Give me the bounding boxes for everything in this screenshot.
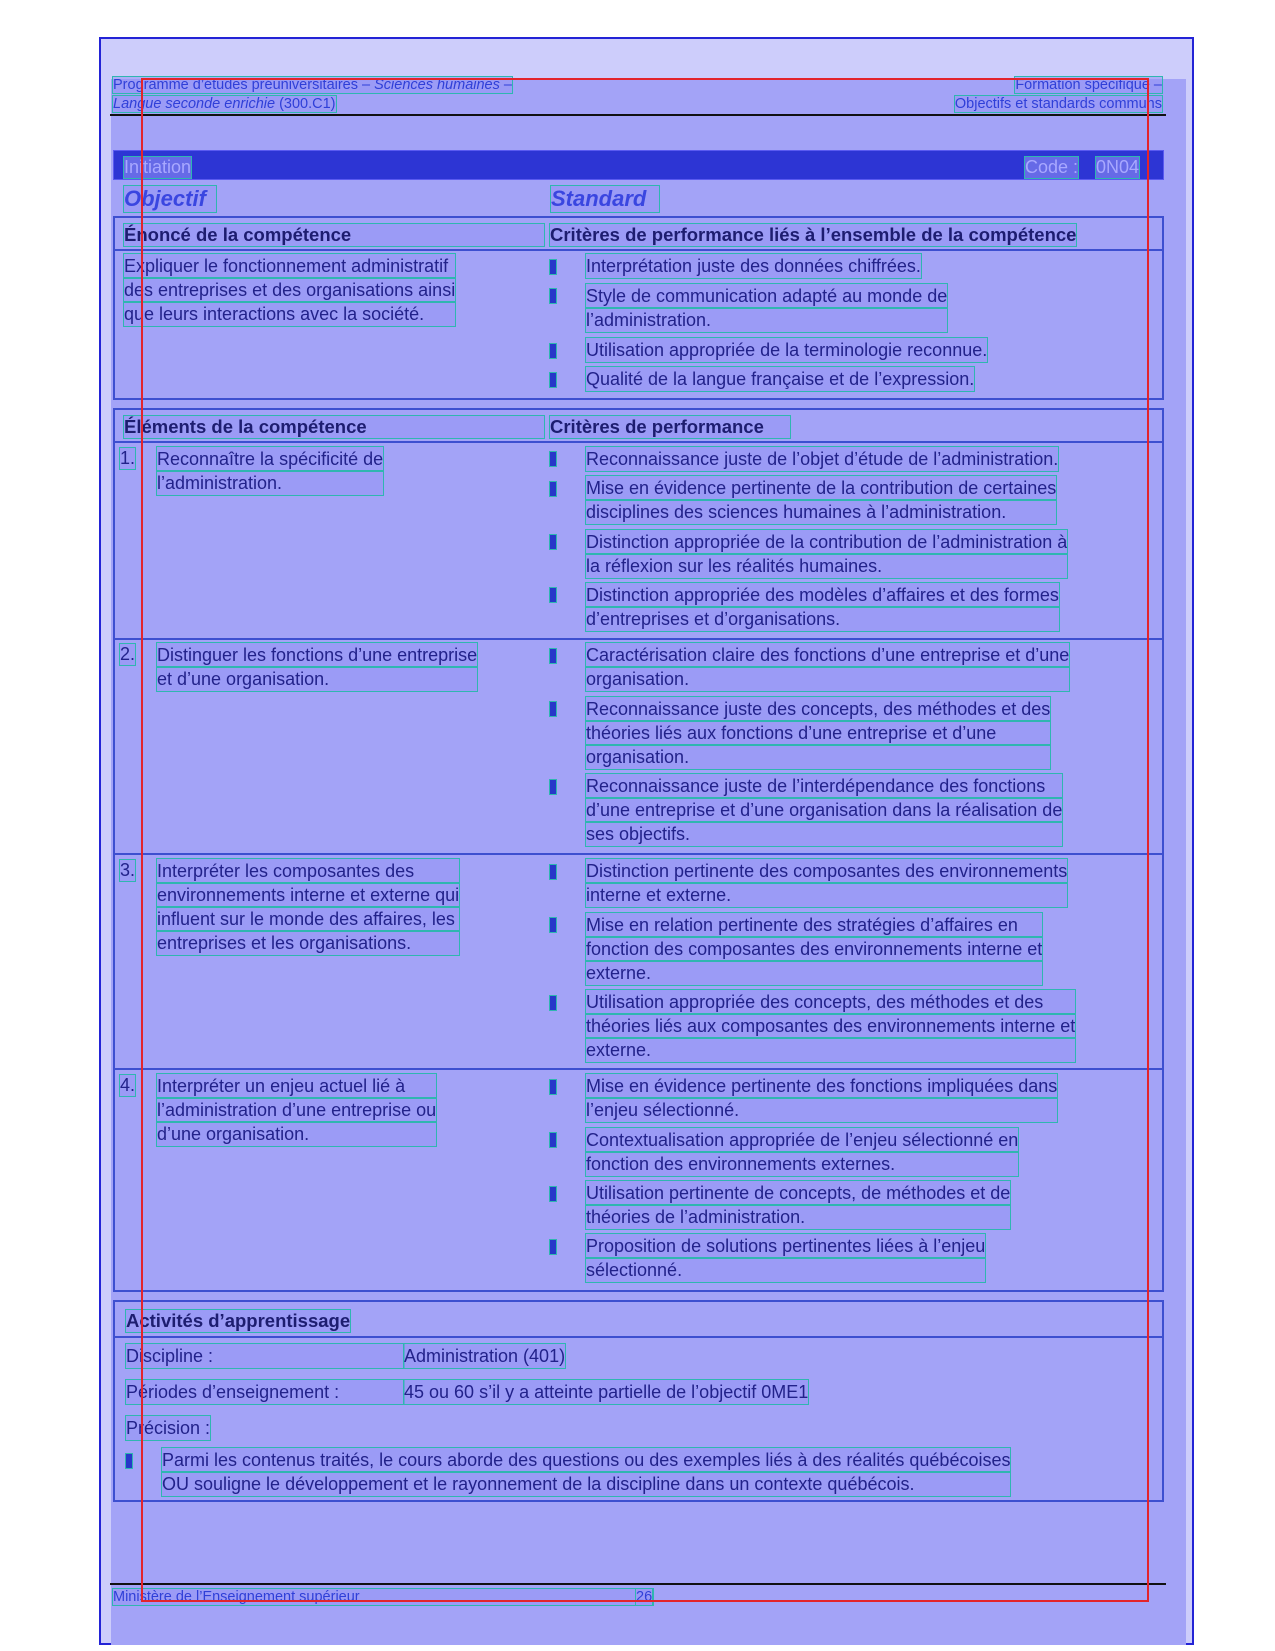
criterion-line: Mise en relation pertinente des stratégies d’affaires en: [586, 913, 1042, 937]
element-line: Reconnaître la spécificité de: [157, 449, 384, 469]
element-line: Interpréter un enjeu actuel lié à: [157, 1074, 436, 1098]
bullet-icon: [550, 588, 556, 602]
criterion-line: Distinction appropriée de la contribution de l’administration à: [586, 532, 1068, 552]
band-title: Initiation: [124, 157, 192, 177]
title-band: [113, 150, 1164, 180]
enonce-criterion: [586, 284, 947, 332]
bullet-icon: [550, 918, 556, 932]
criterion-line: Qualité de la langue française et de l’expression.: [586, 369, 975, 389]
criterion-line: Reconnaissance juste des concepts, des méthodes et des: [586, 699, 1051, 719]
element-number: 3.: [120, 860, 136, 880]
element-line: d’une organisation.: [157, 1122, 436, 1146]
criterion-line: Caractérisation claire des fonctions d’une entreprise et d’une: [586, 645, 1070, 665]
element-line: Interpréter les composantes des: [157, 859, 459, 883]
element-line: influent sur le monde des affaires, les: [157, 907, 459, 931]
criterion-line: l’enjeu sélectionné.: [586, 1098, 1057, 1122]
criterion-line: organisation.: [586, 667, 1069, 691]
enonce-criteria-header: Critères de performance liés à l’ensemble de la compétence: [550, 224, 1077, 245]
header-program-italic: Sciences humaines: [374, 77, 500, 93]
bullet-icon: [550, 702, 556, 716]
precision-text: [162, 1448, 1010, 1496]
bullet-icon: [550, 1133, 556, 1147]
element-text: [157, 1074, 436, 1146]
bullet-icon: [550, 1187, 556, 1201]
element-number: 2.: [120, 644, 136, 664]
row-divider: [115, 638, 1162, 640]
enonce-criterion: [586, 367, 974, 391]
elements-criteria-header: Critères de performance: [550, 416, 790, 438]
criterion-line: Utilisation appropriée de la terminologie reconnue.: [586, 340, 988, 360]
criterion-line: Interprétation juste des données chiffrées.: [586, 256, 921, 276]
criterion-line: Utilisation pertinente de concepts, de méthodes et de: [586, 1183, 1011, 1203]
criterion-line: Mise en évidence pertinente de la contribution de certaines: [586, 478, 1057, 498]
criterion-line: Reconnaissance juste de l’objet d’étude de l’administration.: [586, 449, 1059, 469]
band-code-label: Code :: [1025, 157, 1079, 177]
panel-divider: [115, 441, 1162, 443]
discipline-value: Administration (401): [404, 1346, 566, 1366]
criterion-line: sélectionné.: [586, 1258, 985, 1282]
standard-title: Standard: [551, 186, 659, 212]
row-divider: [115, 853, 1162, 855]
bullet-icon: [550, 535, 556, 549]
criterion-line: d’entreprises et d’organisations.: [586, 607, 1059, 631]
periodes-value: 45 ou 60 s’il y a atteinte partielle de l’objectif 0ME1: [404, 1382, 809, 1402]
criterion: [586, 697, 1050, 769]
enonce-criterion: [586, 338, 987, 362]
criterion: [586, 447, 1058, 471]
element-line: l’administration d’une entreprise ou: [157, 1100, 437, 1120]
bullet-icon: [550, 649, 556, 663]
criterion: [586, 1128, 1018, 1176]
bullet-icon: [550, 1080, 556, 1094]
bullet-icon: [550, 344, 556, 358]
header-formation: Formation spécifique –: [1015, 77, 1162, 93]
activites-title: Activités d’apprentissage: [126, 1310, 351, 1331]
criterion: [586, 990, 1075, 1062]
enonce-text: [124, 254, 455, 326]
precision-label: Précision :: [126, 1418, 211, 1438]
bullet-icon: [550, 452, 556, 466]
criterion: [586, 1181, 1010, 1229]
criterion-line: externe.: [586, 1038, 1075, 1062]
element-line: Distinguer les fonctions d’une entreprise: [157, 645, 478, 665]
criterion-line: Distinction appropriée des modèles d’affaires et des formes: [586, 585, 1059, 605]
element-line: environnements interne et externe qui: [157, 885, 460, 905]
bullet-icon: [550, 482, 556, 496]
element-number: 1.: [120, 448, 136, 468]
periodes-label: Périodes d’enseignement :: [126, 1380, 404, 1404]
element-text: [157, 643, 477, 691]
criterion: [586, 530, 1067, 578]
row-divider: [115, 1068, 1162, 1070]
criterion: [586, 583, 1059, 631]
criterion: [586, 1234, 985, 1282]
element-text: [157, 859, 459, 955]
element-line: et d’une organisation.: [157, 667, 477, 691]
criterion-line: l’administration.: [586, 308, 947, 332]
criterion: [586, 913, 1042, 985]
header-objectifs: Objectifs et standards communs: [954, 96, 1162, 112]
band-code-value: 0N04: [1096, 157, 1140, 177]
criterion-line: d’une entreprise et d’une organisation dans la réalisation de: [586, 800, 1063, 820]
element-number: 4.: [120, 1075, 136, 1095]
criterion-line: théories de l’administration.: [586, 1205, 1010, 1229]
criterion: [586, 774, 1062, 846]
criterion: [586, 476, 1056, 524]
element-line: l’administration.: [157, 471, 383, 495]
criterion: [586, 1074, 1057, 1122]
criterion-line: fonction des composantes des environnements interne et: [586, 939, 1043, 959]
criterion-line: Distinction pertinente des composantes des environnements: [586, 861, 1068, 881]
criterion-line: Proposition de solutions pertinentes liées à l’enjeu: [586, 1236, 986, 1256]
precision-line: Parmi les contenus traités, le cours aborde des questions ou des exemples liés à des réalités québécoises: [162, 1450, 1011, 1470]
criterion-line: fonction des environnements externes.: [586, 1152, 1018, 1176]
criterion-line: interne et externe.: [586, 883, 1067, 907]
bullet-icon: [550, 260, 556, 274]
element-line: entreprises et les organisations.: [157, 931, 459, 955]
discipline-label: Discipline :: [126, 1344, 404, 1368]
bullet-icon: [550, 865, 556, 879]
header-program-dash: –: [499, 77, 512, 93]
header-language-italic: Langue seconde enrichie: [113, 96, 276, 112]
criterion-line: Reconnaissance juste de l’interdépendance des fonctions: [586, 774, 1062, 798]
enonce-column-header: Énoncé de la compétence: [124, 224, 544, 246]
bullet-icon: [550, 289, 556, 303]
panel-divider: [115, 249, 1162, 251]
enonce-line: que leurs interactions avec la société.: [124, 302, 455, 326]
criterion-line: disciplines des sciences humaines à l’administration.: [586, 500, 1056, 524]
panel-divider: [115, 1336, 1162, 1338]
criterion-line: Utilisation appropriée des concepts, des méthodes et des: [586, 990, 1075, 1014]
bullet-icon: [550, 780, 556, 794]
enonce-line: des entreprises et des organisations ainsi: [124, 280, 456, 300]
criterion-line: théories liés aux fonctions d’une entreprise et d’une: [586, 721, 1050, 745]
bullet-icon: [550, 996, 556, 1010]
bullet-icon: [550, 1240, 556, 1254]
criterion-line: théories liés aux composantes des environnements interne et: [586, 1016, 1076, 1036]
criterion-line: Contextualisation appropriée de l’enjeu sélectionné en: [586, 1130, 1019, 1150]
bullet-icon: [126, 1454, 132, 1468]
header-program-text: Programme d’études préuniversitaires –: [113, 77, 375, 93]
precision-line: OU souligne le développement et le rayonnement de la discipline dans un contexte québécois.: [162, 1472, 1010, 1496]
footer-rule: [110, 1583, 1166, 1585]
bullet-icon: [550, 373, 556, 387]
enonce-line: Expliquer le fonctionnement administratif: [124, 254, 455, 278]
criterion: [586, 859, 1067, 907]
criterion-line: externe.: [586, 961, 1042, 985]
criterion-line: ses objectifs.: [586, 822, 1062, 846]
header-program-line: [113, 77, 512, 93]
header-rule: [110, 114, 1166, 116]
header-language-code: (300.C1): [275, 96, 336, 112]
footer-page-number: 26: [636, 1589, 653, 1605]
criterion: [586, 643, 1069, 691]
criterion-line: la réflexion sur les réalités humaines.: [586, 554, 1067, 578]
criterion-line: Mise en évidence pertinente des fonctions impliquées dans: [586, 1076, 1058, 1096]
footer-ministry: Ministère de l’Enseignement supérieur: [113, 1589, 653, 1605]
header-language-line: [113, 96, 336, 112]
element-text: [157, 447, 383, 495]
enonce-criterion: [586, 254, 921, 278]
criterion-line: organisation.: [586, 745, 1050, 769]
criterion-line: Style de communication adapté au monde de: [586, 286, 948, 306]
objectif-title: Objectif: [124, 186, 216, 212]
elements-column-header: Éléments de la compétence: [124, 416, 544, 438]
